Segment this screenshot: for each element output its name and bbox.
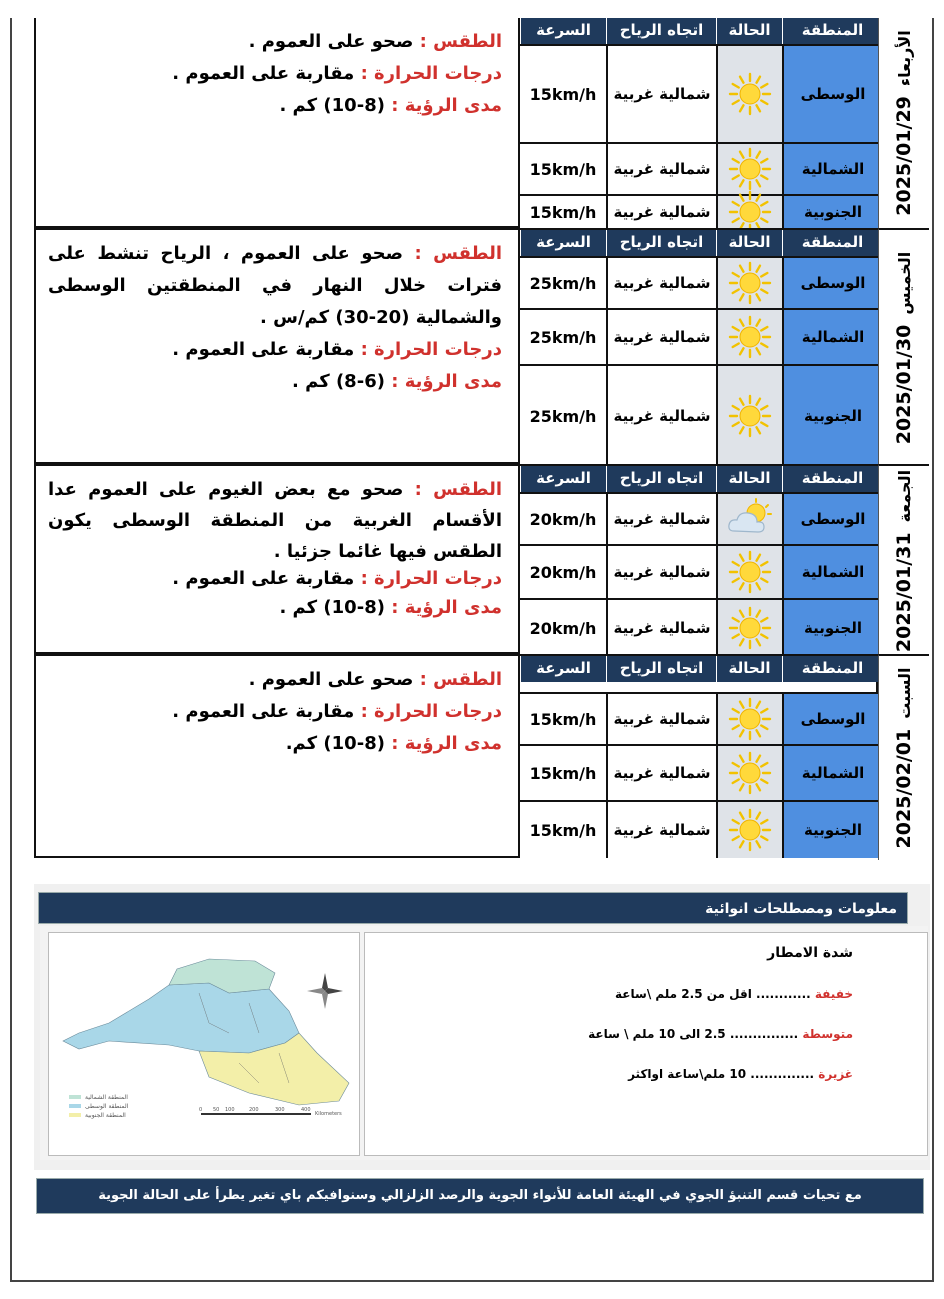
weekday-text: السبت: [895, 667, 914, 719]
date-text: 2025/02/01: [893, 728, 915, 849]
region-cell: الشمالية: [782, 746, 882, 800]
table-row: [520, 744, 880, 800]
wind-dir-cell: شمالية غربية: [606, 600, 716, 656]
speed-cell: 15km/h: [520, 46, 606, 142]
region-cell: الشمالية: [782, 144, 882, 194]
wind-dir-cell: شمالية غربية: [606, 494, 716, 544]
header-wind-dir: اتجاه الرياح: [606, 466, 716, 492]
weather-label: الطقس :: [419, 669, 502, 690]
sun-icon: [728, 751, 772, 795]
table-row: [520, 544, 880, 598]
speed-cell: 15km/h: [520, 802, 606, 858]
weather-text: صحو على العموم ، الرياح تنشط على فترات خلال النهار في المنطقتين الوسطى والشمالية (20-30) كم/س .: [48, 243, 502, 328]
visibility-text: (6-8) كم .: [291, 371, 385, 392]
visibility-text: (8-10) كم .: [279, 597, 385, 618]
region-cell: الوسطى: [782, 46, 882, 142]
weather-label: الطقس :: [419, 31, 502, 52]
region-cell: الجنوبية: [782, 802, 882, 858]
forecast-table: [518, 466, 880, 652]
table-row: [520, 308, 880, 364]
legend-north: المنطقة الشمالية: [85, 1094, 128, 1101]
header-region: المنطقة: [782, 656, 882, 682]
scale-label: 50: [213, 1107, 220, 1113]
visibility-text: (8-10) كم.: [285, 733, 385, 754]
rain-title: شدة الامطار: [767, 945, 853, 961]
legend-swatch-south: [69, 1113, 81, 1117]
rain-text: ............... 2.5 الى 10 ملم \ ساعة: [588, 1027, 803, 1041]
rain-key: خفيفة: [814, 987, 853, 1001]
region-cell: الجنوبية: [782, 600, 882, 656]
speed-cell: 15km/h: [520, 694, 606, 744]
status-cell: [716, 546, 782, 598]
rain-text: .............. 10 ملم\ساعة اواكثر: [628, 1067, 819, 1081]
info-box: [40, 926, 928, 1160]
map-graphic: [49, 933, 359, 1155]
status-cell: [716, 694, 782, 744]
weekday-text: الجمعة: [895, 469, 914, 523]
temp-text: مقاربة على العموم .: [172, 63, 355, 84]
partly-cloudy-icon: [724, 497, 776, 541]
rain-row-light: [615, 987, 853, 1001]
header-region: المنطقة: [782, 466, 882, 492]
region-cell: الجنوبية: [782, 196, 882, 228]
table-row: [520, 492, 880, 544]
map-scale-bar: [199, 1107, 342, 1117]
wind-dir-cell: شمالية غربية: [606, 258, 716, 308]
table-row: [520, 142, 880, 194]
header-speed: السرعة: [520, 656, 606, 682]
table-row: [520, 692, 880, 744]
visibility-label: مدى الرؤية :: [391, 733, 502, 754]
wind-dir-cell: شمالية غربية: [606, 694, 716, 744]
date-column-3: [878, 464, 929, 656]
sun-icon: [728, 697, 772, 741]
table-row: [520, 256, 880, 308]
legend-central: المنطقة الوسطى: [85, 1103, 129, 1110]
wind-dir-cell: شمالية غربية: [606, 144, 716, 194]
legend-swatch-north: [69, 1095, 81, 1099]
date-text: 2025/01/31: [893, 532, 915, 653]
speed-cell: 25km/h: [520, 366, 606, 466]
table-row: [520, 364, 880, 466]
header-region: المنطقة: [782, 18, 882, 44]
scale-label: 100: [225, 1107, 235, 1113]
day-block-3: [34, 464, 878, 654]
table-header: [520, 656, 880, 682]
date-column-1: [878, 18, 929, 228]
iraq-map: [48, 932, 360, 1156]
wind-dir-cell: شمالية غربية: [606, 196, 716, 228]
speed-cell: 20km/h: [520, 546, 606, 598]
rain-row-heavy: [628, 1067, 853, 1081]
region-cell: الوسطى: [782, 494, 882, 544]
table-header: [520, 18, 880, 44]
legend-swatch-central: [69, 1104, 81, 1108]
status-cell: [716, 258, 782, 308]
region-cell: الشمالية: [782, 310, 882, 364]
weather-label: الطقس :: [414, 243, 503, 264]
header-wind-dir: اتجاه الرياح: [606, 230, 716, 256]
rain-row-moderate: [588, 1027, 853, 1041]
day-block-2: [34, 228, 878, 464]
weather-label: الطقس :: [414, 479, 502, 500]
wind-dir-cell: شمالية غربية: [606, 46, 716, 142]
speed-cell: 15km/h: [520, 196, 606, 228]
compass-icon: [307, 973, 343, 1009]
region-cell: الوسطى: [782, 258, 882, 308]
date-column-2: [878, 228, 929, 466]
scale-label: 0: [199, 1107, 203, 1113]
sun-icon: [728, 147, 772, 191]
temp-text: مقاربة على العموم .: [172, 701, 355, 722]
weekday-text: الخميس: [895, 251, 914, 315]
visibility-text: (8-10) كم .: [279, 95, 385, 116]
status-cell: [716, 310, 782, 364]
table-row: [520, 194, 880, 228]
status-cell: [716, 600, 782, 656]
speed-cell: 20km/h: [520, 600, 606, 656]
rain-key: غزيرة: [818, 1067, 853, 1081]
day-description: [36, 18, 518, 226]
header-speed: السرعة: [520, 466, 606, 492]
day-description: [36, 466, 518, 652]
sun-icon: [728, 394, 772, 438]
forecast-table: [518, 656, 880, 856]
header-wind-dir: اتجاه الرياح: [606, 656, 716, 682]
sun-icon: [728, 315, 772, 359]
header-status: الحالة: [716, 656, 782, 682]
weather-text: صحو على العموم .: [248, 669, 414, 690]
speed-cell: 15km/h: [520, 144, 606, 194]
table-header: [520, 466, 880, 492]
scale-label: 300: [275, 1107, 285, 1113]
rain-key: متوسطة: [802, 1027, 853, 1041]
wind-dir-cell: شمالية غربية: [606, 546, 716, 598]
speed-cell: 15km/h: [520, 746, 606, 800]
speed-cell: 25km/h: [520, 258, 606, 308]
sun-icon: [728, 808, 772, 852]
status-cell: [716, 494, 782, 544]
weekday-text: الأربعاء: [895, 30, 914, 87]
footer-banner: مع تحيات قسم التنبؤ الجوي في الهيئة العامة للأنواء الجوية والرصد الزلزالي وسنوافيكم باي تغير يطرأ على الحالة الجوية: [36, 1178, 924, 1214]
status-cell: [716, 46, 782, 142]
wind-dir-cell: شمالية غربية: [606, 802, 716, 858]
temp-label: درجات الحرارة :: [360, 701, 502, 722]
table-row: [520, 800, 880, 858]
rain-text: ............ اقل من 2.5 ملم \ساعة: [615, 987, 815, 1001]
day-description: [36, 656, 518, 856]
sun-icon: [728, 606, 772, 650]
weather-text: صحو على العموم .: [248, 31, 414, 52]
date-column-4: [878, 654, 929, 860]
header-status: الحالة: [716, 18, 782, 44]
speed-cell: 25km/h: [520, 310, 606, 364]
speed-cell: 20km/h: [520, 494, 606, 544]
sun-icon: [728, 550, 772, 594]
day-description: [36, 230, 518, 462]
scale-label: 200: [249, 1107, 259, 1113]
central-region: [63, 983, 299, 1053]
table-row: [520, 44, 880, 142]
temp-label: درجات الحرارة :: [360, 63, 502, 84]
forecast-table: [518, 18, 880, 226]
header-region: المنطقة: [782, 230, 882, 256]
wind-dir-cell: شمالية غربية: [606, 746, 716, 800]
header-speed: السرعة: [520, 18, 606, 44]
status-cell: [716, 366, 782, 466]
temp-label: درجات الحرارة :: [360, 339, 502, 360]
header-status: الحالة: [716, 466, 782, 492]
header-speed: السرعة: [520, 230, 606, 256]
sun-icon: [728, 72, 772, 116]
day-block-4: [34, 654, 878, 858]
day-block-1: [34, 18, 878, 228]
scale-unit: Kilometers: [315, 1111, 342, 1117]
header-wind-dir: اتجاه الرياح: [606, 18, 716, 44]
status-cell: [716, 746, 782, 800]
visibility-label: مدى الرؤية :: [391, 95, 502, 116]
region-cell: الوسطى: [782, 694, 882, 744]
weather-text: صحو مع بعض الغيوم على العموم عدا الأقسام الغربية من المنطقة الوسطى يكون الطقس فيها غائما جزئيا .: [48, 479, 502, 562]
temp-label: درجات الحرارة :: [360, 568, 502, 589]
date-text: 2025/01/30: [893, 324, 915, 445]
visibility-label: مدى الرؤية :: [391, 371, 502, 392]
status-cell: [716, 196, 782, 228]
region-cell: الشمالية: [782, 546, 882, 598]
legend-south: المنطقة الجنوبية: [85, 1112, 126, 1119]
status-cell: [716, 144, 782, 194]
forecast-table: [518, 230, 880, 462]
visibility-label: مدى الرؤية :: [391, 597, 502, 618]
wind-dir-cell: شمالية غربية: [606, 310, 716, 364]
rain-intensity-box: [364, 932, 928, 1156]
info-title: معلومات ومصطلحات انوائية: [38, 892, 908, 924]
temp-text: مقاربة على العموم .: [172, 568, 355, 589]
scale-label: 400: [301, 1107, 311, 1113]
date-text: 2025/01/29: [893, 96, 915, 216]
table-row: [520, 598, 880, 656]
table-header: [520, 230, 880, 256]
region-cell: الجنوبية: [782, 366, 882, 466]
temp-text: مقاربة على العموم .: [172, 339, 355, 360]
status-cell: [716, 802, 782, 858]
header-status: الحالة: [716, 230, 782, 256]
wind-dir-cell: شمالية غربية: [606, 366, 716, 466]
sun-icon: [728, 261, 772, 305]
